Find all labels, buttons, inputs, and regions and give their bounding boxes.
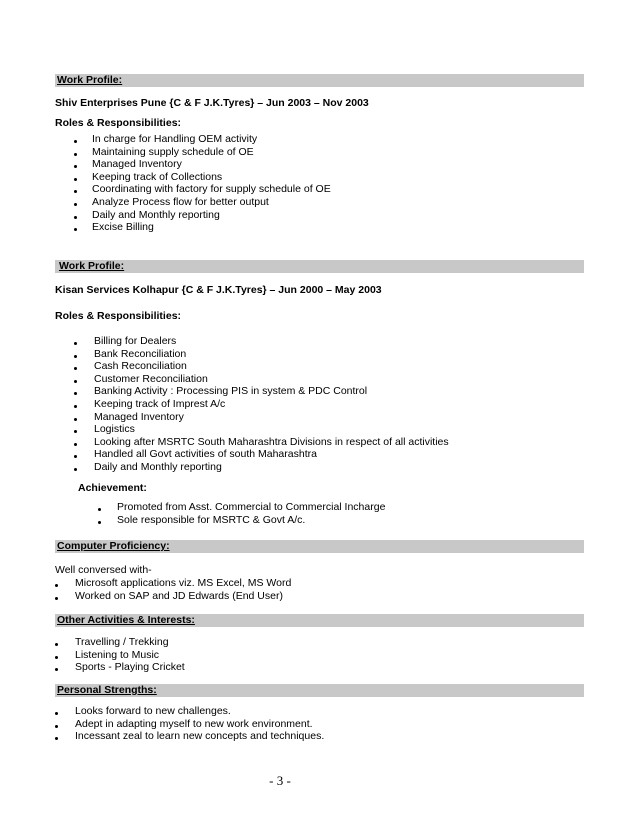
list-item [55, 661, 185, 674]
section-header-label [57, 614, 195, 627]
bullet-icon [74, 430, 77, 433]
list-item [74, 348, 449, 361]
list-item-text: Keeping track of Collections [92, 170, 223, 183]
bullet-icon [74, 355, 77, 358]
bullet-icon [74, 228, 77, 231]
bullet-icon [55, 597, 58, 600]
list-item [55, 590, 291, 603]
list-item [74, 183, 331, 196]
list-item-text: Coordinating with factory for supply schedule of OE [92, 183, 331, 196]
list-item-text: Sole responsible for MSRTC & Govt A/c. [117, 513, 306, 526]
list-item [74, 461, 449, 474]
list-item-text: Travelling / Trekking [75, 636, 169, 648]
list-item [74, 158, 331, 171]
list-item [74, 373, 449, 386]
bullet-icon [55, 584, 58, 587]
achievement-title: Achievement: [78, 482, 147, 494]
section-header-label: Work Profile: [57, 74, 123, 86]
computer-skills-list [55, 577, 291, 602]
section-header-label: Personal Strengths: [57, 684, 157, 696]
list-item-text: Bank Reconciliation [94, 347, 187, 360]
list-item [74, 398, 449, 411]
bullet-icon [74, 203, 77, 206]
list-item-text: Daily and Monthly reporting [92, 208, 220, 221]
list-item [55, 705, 324, 718]
bullet-icon [74, 405, 77, 408]
list-item [55, 649, 185, 662]
computer-intro: Well conversed with- [55, 564, 152, 576]
list-item-text: Listening to Music [75, 648, 160, 661]
bullet-icon [74, 178, 77, 181]
bullet-icon [74, 140, 77, 143]
list-item [98, 501, 385, 514]
list-item-text: In charge for Handling OEM activity [92, 133, 258, 145]
list-item [74, 133, 331, 146]
list-item-text: Logistics [94, 423, 135, 436]
bullet-icon [74, 342, 77, 345]
bullet-icon [74, 392, 77, 395]
list-item [55, 577, 291, 590]
list-item-text: Handled all Govt activities of south Maharashtra [94, 448, 317, 461]
section-header-colon: : [191, 614, 195, 626]
list-item [55, 718, 324, 731]
bullet-icon [55, 712, 58, 715]
list-item-text: Adept in adapting myself to new work environment. [75, 717, 313, 730]
list-item [74, 423, 449, 436]
list-item-text: Looks forward to new challenges. [75, 705, 231, 717]
list-item [74, 171, 331, 184]
list-item-text: Sports - Playing Cricket [75, 661, 185, 674]
job-title-shiv-enterprises: Shiv Enterprises Pune {C & F J.K.Tyres} – Jun 2003 – Nov 2003 [55, 97, 369, 109]
list-item [74, 411, 449, 424]
bullet-icon [74, 455, 77, 458]
list-item-text: Worked on SAP and JD Edwards (End User) [75, 589, 283, 602]
list-item [74, 448, 449, 461]
bullet-icon [98, 521, 101, 524]
bullet-icon [74, 165, 77, 168]
section-header-label: Work Profile: [59, 260, 125, 272]
achievements-list [98, 501, 385, 526]
bullet-icon [55, 668, 58, 671]
bullet-icon [55, 725, 58, 728]
section-header-personal-strengths [55, 684, 584, 697]
bullet-icon [74, 216, 77, 219]
list-item-text: Customer Reconciliation [94, 372, 208, 385]
section-header-work-profile-2 [55, 260, 584, 273]
section-header-text: Other Activities & Interests [57, 614, 192, 626]
responsibilities-list-1 [74, 133, 331, 234]
list-item [74, 146, 331, 159]
bullet-icon [74, 468, 77, 471]
bullet-icon [55, 737, 58, 740]
activities-list [55, 636, 185, 674]
bullet-icon [74, 367, 77, 370]
section-header-other-activities [55, 614, 584, 627]
bullet-icon [55, 643, 58, 646]
list-item [74, 335, 449, 348]
strengths-list [55, 705, 324, 743]
bullet-icon [74, 380, 77, 383]
bullet-icon [74, 418, 77, 421]
list-item [74, 360, 449, 373]
list-item [74, 385, 449, 398]
job-title-kisan-services: Kisan Services Kolhapur {C & F J.K.Tyres} – Jun 2000 – May 2003 [55, 284, 382, 296]
list-item-text: Managed Inventory [92, 158, 182, 171]
list-item-text: Excise Billing [92, 221, 154, 234]
bullet-icon [74, 153, 77, 156]
section-header-work-profile-1 [55, 74, 584, 87]
list-item [74, 221, 331, 234]
list-item [98, 514, 385, 527]
section-header-computer-proficiency [55, 540, 584, 553]
list-item-text: Daily and Monthly reporting [94, 460, 222, 473]
list-item [55, 636, 185, 649]
list-item-text: Banking Activity : Processing PIS in system & PDC Control [94, 385, 368, 398]
roles-title: Roles & Responsibilities: [55, 117, 182, 129]
list-item-text: Keeping track of Imprest A/c [94, 397, 226, 410]
list-item-text: Maintaining supply schedule of OE [92, 145, 254, 158]
bullet-icon [98, 508, 101, 511]
bullet-icon [55, 656, 58, 659]
list-item-text: Billing for Dealers [94, 335, 177, 347]
list-item-text: Microsoft applications viz. MS Excel, MS Word [75, 577, 292, 589]
section-header-label: Computer Proficiency: [57, 540, 170, 552]
list-item-text: Analyze Process flow for better output [92, 195, 269, 208]
list-item [74, 196, 331, 209]
list-item-text: Cash Reconciliation [94, 360, 187, 373]
list-item-text: Incessant zeal to learn new concepts and techniques. [75, 730, 325, 743]
list-item-text: Promoted from Asst. Commercial to Commercial Incharge [117, 501, 386, 513]
list-item [74, 436, 449, 449]
list-item-text: Managed Inventory [94, 410, 184, 423]
roles-title: Roles & Responsibilities: [55, 310, 182, 322]
list-item [55, 730, 324, 743]
bullet-icon [74, 190, 77, 193]
list-item-text: Looking after MSRTC South Maharashtra Divisions in respect of all activities [94, 435, 449, 448]
page-number: - 3 - [269, 773, 291, 788]
bullet-icon [74, 443, 77, 446]
list-item [74, 209, 331, 222]
responsibilities-list-2 [74, 335, 449, 474]
